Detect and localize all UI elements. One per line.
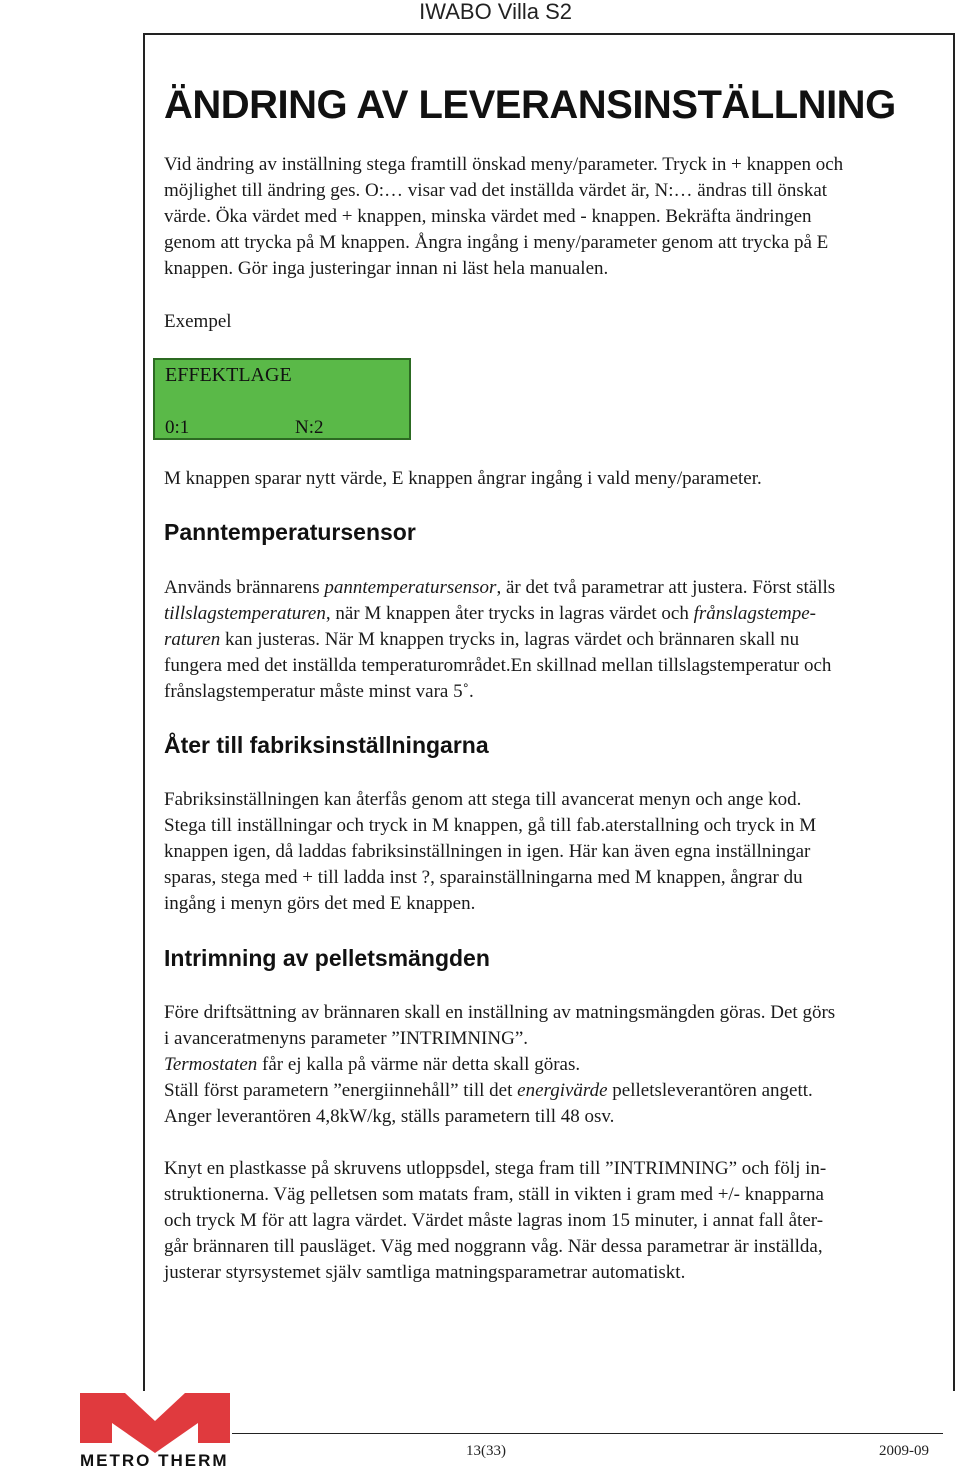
paragraph-line: knappen igen, då laddas fabriksinställningen in igen. Här kan även egna inställningar xyxy=(164,841,811,862)
display-example xyxy=(153,358,411,440)
paragraph-line: ingång i menyn görs det med E knappen. xyxy=(164,893,476,914)
paragraph-line: justerar styrsystemet själv samtliga matningsparametrar automatiskt. xyxy=(164,1262,686,1283)
page-number: 13(33) xyxy=(466,1443,506,1459)
document-header-title: IWABO Villa S2 xyxy=(419,0,572,24)
paragraph-line xyxy=(164,601,939,627)
page-title: ÄNDRING AV LEVERANSINSTÄLLNING xyxy=(164,83,896,127)
section-paragraph-intrimning-2 xyxy=(164,1156,939,1286)
display-menu-text: EFFEKTLAGE xyxy=(165,364,292,386)
intro-line: knappen. Gör inga justeringar innan ni läst hela manualen. xyxy=(164,258,609,279)
example-label: Exempel xyxy=(164,311,232,332)
text-run: får ej kalla på värme när detta skall göras. xyxy=(257,1054,581,1075)
paragraph-line: frånslagstemperatur måste minst vara 5˚. xyxy=(164,681,474,702)
section-heading-panntemperatursensor: Panntemperatursensor xyxy=(164,519,416,545)
paragraph-line xyxy=(164,1052,939,1078)
paragraph-line: fungera med det inställda temperaturområdet.En skillnad mellan tillslagstemperatur och xyxy=(164,655,832,676)
section-heading-fabriksinstallningar: Åter till fabriksinställningarna xyxy=(164,732,489,758)
text-run: pelletsleverantören angett. xyxy=(607,1080,813,1101)
example-note: M knappen sparar nytt värde, E knappen ångrar ingång i vald meny/parameter. xyxy=(164,468,762,489)
text-run: , är det två parametrar att justera. Först ställs xyxy=(496,577,836,598)
paragraph-line: Stega till inställningar och tryck in M knappen, gå till fab.aterstallning och tryck in M xyxy=(164,815,817,836)
logo-m-shape xyxy=(80,1393,230,1453)
paragraph-line xyxy=(164,627,939,653)
paragraph-line: Anger leverantören 4,8kW/kg, ställs parametern till 48 osv. xyxy=(164,1106,615,1127)
section-paragraph-fabriksinstallningar xyxy=(164,787,939,917)
intro-line: genom att trycka på M knappen. Ångra ingång i meny/parameter genom att trycka på E xyxy=(164,232,829,253)
intro-paragraph xyxy=(164,152,939,282)
text-run-italic: energivärde xyxy=(517,1080,608,1101)
paragraph-line: går brännaren till pausläget. Väg med noggrann våg. När dessa parametrar är inställda, xyxy=(164,1236,823,1257)
paragraph-line: i avanceratmenyns parameter ”INTRIMNING”. xyxy=(164,1028,529,1049)
display-old-value: 0:1 xyxy=(165,417,190,438)
paragraph-line: Fabriksinställningen kan återfås genom att stega till avancerat menyn och ange kod. xyxy=(164,789,802,810)
text-run-italic: panntemperatursensor xyxy=(324,577,497,598)
text-run: Används brännarens xyxy=(164,577,325,598)
paragraph-line xyxy=(164,575,939,601)
display-new-value: N:2 xyxy=(295,417,324,438)
text-run-italic: raturen xyxy=(164,629,221,650)
intro-line: värde. Öka värdet med + knappen, minska värdet med - knappen. Bekräfta ändringen xyxy=(164,206,812,227)
section-heading-intrimning: Intrimning av pelletsmängden xyxy=(164,945,490,971)
paragraph-line: sparas, stega med + till ladda inst ?, sparainställningarna med M knappen, ångrar du xyxy=(164,867,803,888)
section-paragraph-panntemperatursensor xyxy=(164,575,939,705)
paragraph-line: Före driftsättning av brännaren skall en inställning av matningsmängden göras. Det görs xyxy=(164,1002,836,1023)
paragraph-line: struktionerna. Väg pelletsen som matats fram, ställ in vikten i gram med +/- knapparna xyxy=(164,1184,824,1205)
intro-line: Vid ändring av inställning stega framtill önskad meny/parameter. Tryck in + knappen och xyxy=(164,154,844,175)
text-run-italic: tillslagstemperaturen xyxy=(164,603,326,624)
paragraph-line xyxy=(164,1078,939,1104)
text-run: Ställ först parametern ”energiinnehåll” till det xyxy=(164,1080,518,1101)
footer-divider xyxy=(232,1433,943,1434)
paragraph-line: Knyt en plastkasse på skruvens utloppsdel, stega fram till ”INTRIMNING” och följ in- xyxy=(164,1158,827,1179)
intro-line: möjlighet till ändring ges. O:… visar vad det inställda värdet är, N:… ändras till önskat xyxy=(164,180,828,201)
text-run-italic: Termostaten xyxy=(164,1054,258,1075)
logo-wordmark: METRO THERM xyxy=(80,1451,229,1470)
text-run-italic: frånslagstempe- xyxy=(693,603,817,624)
section-paragraph-intrimning xyxy=(164,1000,939,1130)
document-date: 2009-09 xyxy=(879,1443,929,1459)
paragraph-line: och tryck M för att lagra värdet. Värdet måste lagras inom 15 minuter, i annat fall åter- xyxy=(164,1210,824,1231)
text-run: kan justeras. När M knappen trycks in, lagras värdet och brännaren skall nu xyxy=(220,629,800,650)
text-run: , när M knappen åter trycks in lagras värdet och xyxy=(325,603,694,624)
